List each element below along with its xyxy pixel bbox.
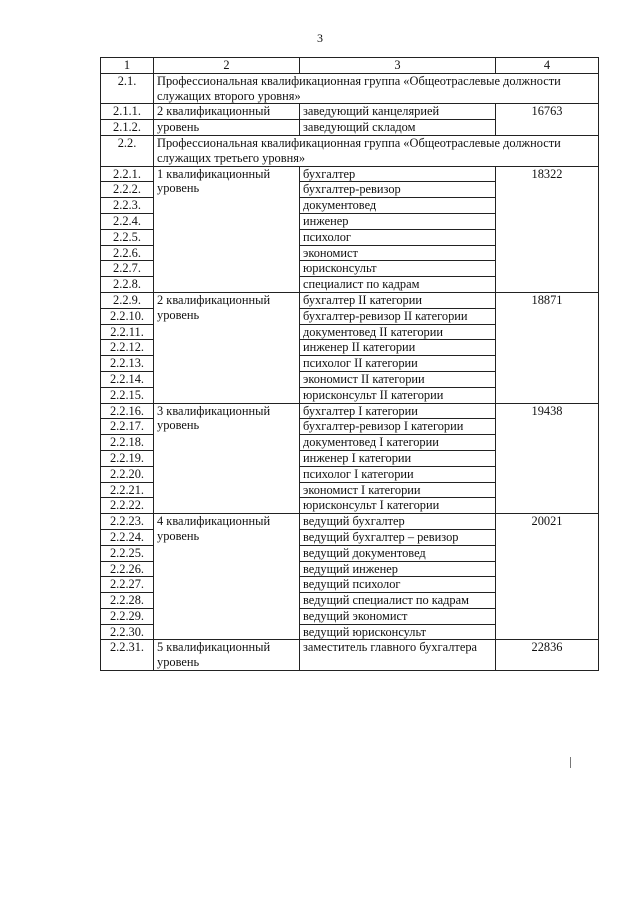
position-title: психолог I категории: [300, 466, 496, 482]
position-title: инженер I категории: [300, 450, 496, 466]
header-col-3: 3: [300, 58, 496, 74]
row-number: 2.2.26.: [101, 561, 154, 577]
row-number: 2.2.15.: [101, 387, 154, 403]
position-title: документовед: [300, 198, 496, 214]
row-number: 2.2.3.: [101, 198, 154, 214]
row-number: 2.2.17.: [101, 419, 154, 435]
position-title: документовед I категории: [300, 435, 496, 451]
group-row: [101, 73, 599, 104]
position-title: экономист I категории: [300, 482, 496, 498]
position-title: бухгалтер-ревизор: [300, 182, 496, 198]
position-title: инженер: [300, 213, 496, 229]
position-title: психолог II категории: [300, 356, 496, 372]
position-title: бухгалтер-ревизор II категории: [300, 308, 496, 324]
salary-value: 20021: [496, 514, 599, 640]
group-title: Профессиональная квалификационная группа «Общеотраслевые должности служащих третьего уровня»: [154, 135, 599, 166]
row-number: 2.2.9.: [101, 292, 154, 308]
margin-mark: [570, 757, 571, 768]
salary-value: 18871: [496, 292, 599, 403]
table-row: [101, 166, 599, 182]
row-number: 2.2.10.: [101, 308, 154, 324]
header-col-1: 1: [101, 58, 154, 74]
row-number: 2.2.24.: [101, 529, 154, 545]
salary-value: 22836: [496, 640, 599, 671]
row-number: 2.2.6.: [101, 245, 154, 261]
position-title: бухгалтер: [300, 166, 496, 182]
row-number: 2.2.12.: [101, 340, 154, 356]
table-row: [101, 292, 599, 308]
position-title: ведущий инженер: [300, 561, 496, 577]
salary-value: 19438: [496, 403, 599, 514]
table-row: [101, 514, 599, 530]
row-number: 2.1.2.: [101, 120, 154, 136]
row-number: 2.2.11.: [101, 324, 154, 340]
position-title: документовед II категории: [300, 324, 496, 340]
row-number: 2.2.23.: [101, 514, 154, 530]
position-title: ведущий бухгалтер: [300, 514, 496, 530]
position-title: ведущий документовед: [300, 545, 496, 561]
position-title: заведующий канцелярией: [300, 104, 496, 120]
row-number: 2.2.28.: [101, 593, 154, 609]
qualification-level: уровень: [154, 120, 300, 136]
row-number: 2.2.8.: [101, 277, 154, 293]
row-number: 2.2.27.: [101, 577, 154, 593]
qualification-level: 5 квалификационный уровень: [154, 640, 300, 671]
row-number: 2.2.20.: [101, 466, 154, 482]
table-row: [101, 403, 599, 419]
row-number: 2.2.31.: [101, 640, 154, 671]
row-number: 2.2.25.: [101, 545, 154, 561]
position-title: ведущий специалист по кадрам: [300, 593, 496, 609]
row-number: 2.2.22.: [101, 498, 154, 514]
qualification-level: 4 квалификационный уровень: [154, 514, 300, 640]
row-number: 2.2.13.: [101, 356, 154, 372]
header-col-2: 2: [154, 58, 300, 74]
position-title: ведущий юрисконсульт: [300, 624, 496, 640]
position-title: юрисконсульт: [300, 261, 496, 277]
qualification-table: [100, 57, 599, 671]
position-title: экономист II категории: [300, 371, 496, 387]
qualification-level: 3 квалификационный уровень: [154, 403, 300, 514]
row-number: 2.2.19.: [101, 450, 154, 466]
row-number: 2.2.2.: [101, 182, 154, 198]
position-title: юрисконсульт I категории: [300, 498, 496, 514]
header-col-4: 4: [496, 58, 599, 74]
row-number: 2.2.7.: [101, 261, 154, 277]
salary-value: 18322: [496, 166, 599, 292]
position-title: психолог: [300, 229, 496, 245]
position-title: ведущий бухгалтер – ревизор: [300, 529, 496, 545]
position-title: бухгалтер I категории: [300, 403, 496, 419]
row-number: 2.2.: [101, 135, 154, 166]
row-number: 2.1.1.: [101, 104, 154, 120]
salary-value: 16763: [496, 104, 599, 136]
qualification-level: 2 квалификационный уровень: [154, 292, 300, 403]
position-title: заместитель главного бухгалтера: [300, 640, 496, 671]
group-title: Профессиональная квалификационная группа «Общеотраслевые должности служащих второго уровня»: [154, 73, 599, 104]
position-title: заведующий складом: [300, 120, 496, 136]
row-number: 2.2.5.: [101, 229, 154, 245]
table-row: [101, 640, 599, 671]
position-title: бухгалтер-ревизор I категории: [300, 419, 496, 435]
qualification-level: 1 квалификационный уровень: [154, 166, 300, 292]
row-number: 2.2.1.: [101, 166, 154, 182]
position-title: специалист по кадрам: [300, 277, 496, 293]
row-number: 2.2.30.: [101, 624, 154, 640]
position-title: бухгалтер II категории: [300, 292, 496, 308]
group-row: [101, 135, 599, 166]
page-number: 3: [317, 31, 323, 45]
position-title: ведущий экономист: [300, 608, 496, 624]
position-title: ведущий психолог: [300, 577, 496, 593]
row-number: 2.1.: [101, 73, 154, 104]
row-number: 2.2.21.: [101, 482, 154, 498]
position-title: инженер II категории: [300, 340, 496, 356]
qualification-level: 2 квалификационный: [154, 104, 300, 120]
row-number: 2.2.18.: [101, 435, 154, 451]
row-number: 2.2.4.: [101, 213, 154, 229]
row-number: 2.2.29.: [101, 608, 154, 624]
row-number: 2.2.14.: [101, 371, 154, 387]
position-title: юрисконсульт II категории: [300, 387, 496, 403]
position-title: экономист: [300, 245, 496, 261]
table-row: [101, 104, 599, 120]
table-header-row: [101, 58, 599, 74]
row-number: 2.2.16.: [101, 403, 154, 419]
